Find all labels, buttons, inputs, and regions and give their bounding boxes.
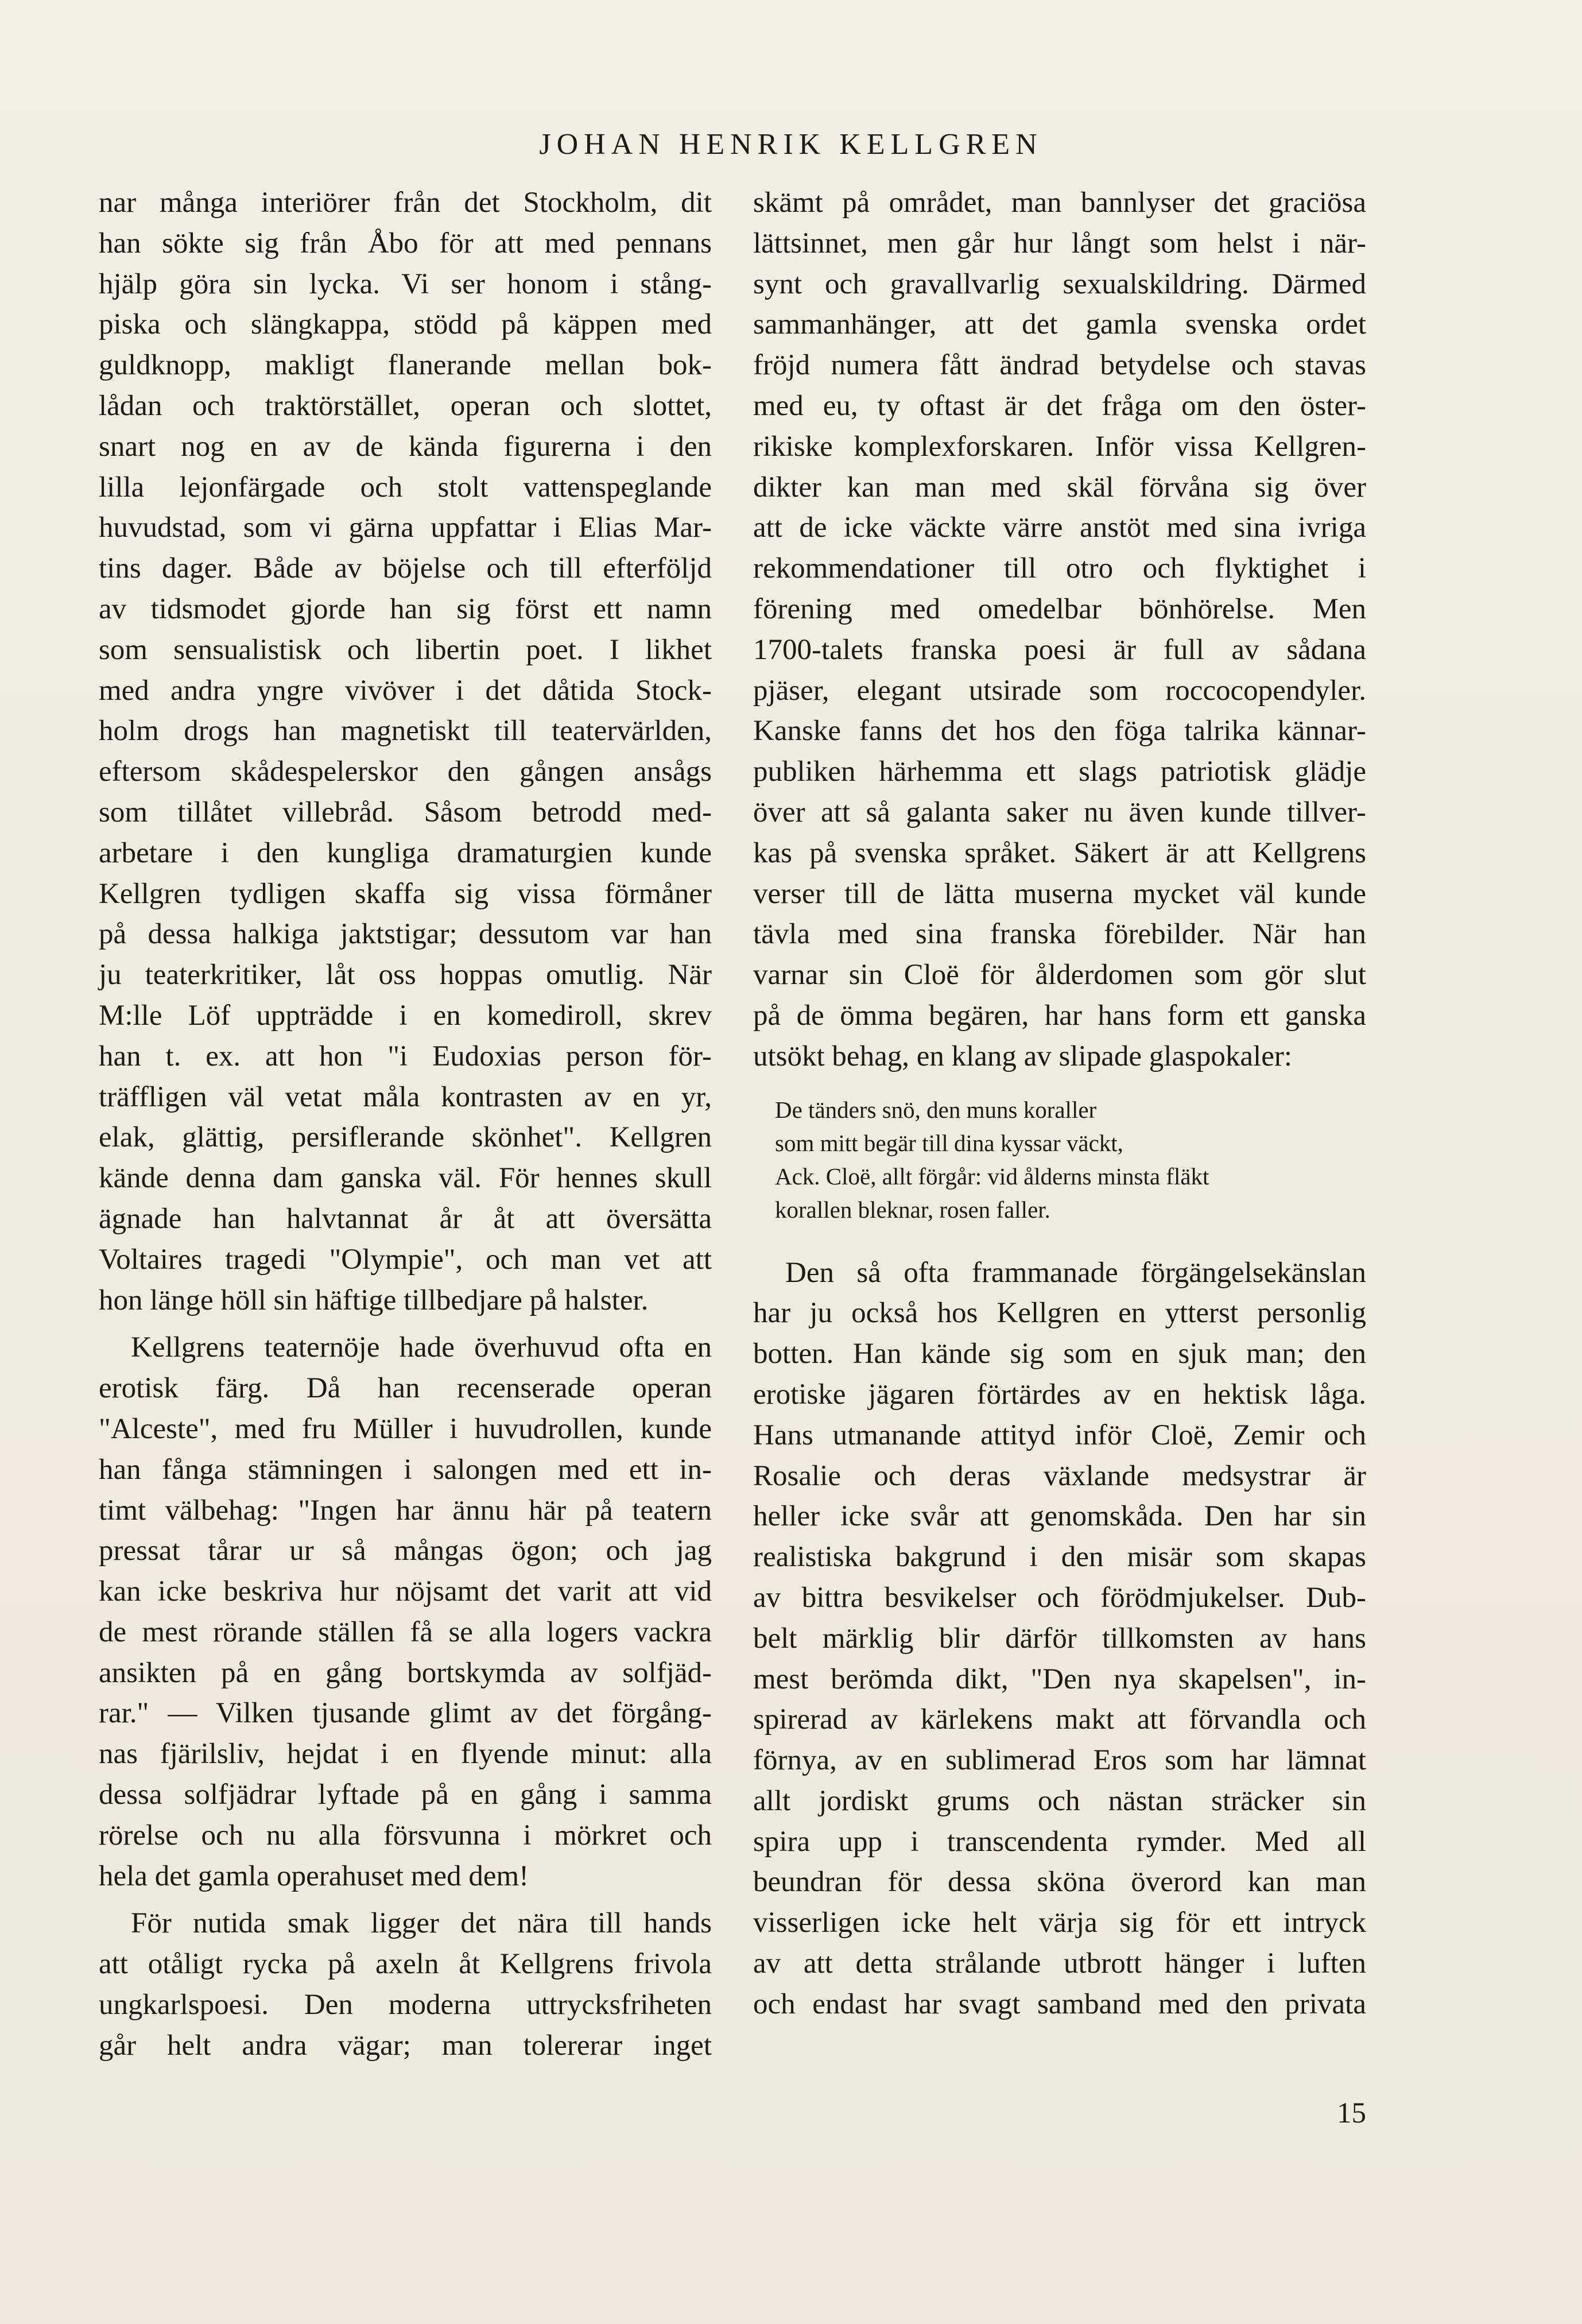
text-line: synt och gravallvarlig sexualskildring. Därmed: [753, 268, 1366, 300]
right-text-column: [753, 183, 1366, 2025]
text-line: lilla lejonfärgade och stolt vattenspeglande: [99, 471, 712, 503]
left-text-column: [99, 183, 712, 2066]
paragraph: [99, 183, 712, 1320]
text-line: Voltaires tragedi "Olympie", och man vet att: [99, 1243, 712, 1276]
text-line: tins dager. Både av böjelse och till efterföljd: [99, 552, 712, 585]
text-line: mest berömda dikt, "Den nya skapelsen", in-: [753, 1663, 1366, 1695]
text-line: och endast har svagt samband med den privata: [753, 1988, 1366, 2020]
text-line: av att detta strålande utbrott hänger i luften: [753, 1947, 1366, 1980]
text-line: ansikten på en gång bortskymda av solfjäd-: [99, 1656, 712, 1689]
text-line: arbetare i den kungliga dramaturgien kunde: [99, 836, 712, 869]
text-line: beundran för dessa sköna överord kan man: [753, 1866, 1366, 1899]
text-line: guldknopp, makligt flanerande mellan bok-: [99, 349, 712, 382]
text-line: ägnade han halvtannat år åt att översätta: [99, 1202, 712, 1235]
poem-line: korallen bleknar, rosen faller.: [775, 1196, 1050, 1223]
text-line: snart nog en av de kända figurerna i den: [99, 430, 712, 463]
text-line: spirerad av kärlekens makt att förvandla och: [753, 1703, 1366, 1736]
text-line: på dessa halkiga jaktstigar; dessutom var han: [99, 918, 712, 951]
text-line: sammanhänger, att det gamla svenska ordet: [753, 308, 1366, 341]
running-header: JOHAN HENRIK KELLGREN: [539, 128, 1043, 161]
text-line: visserligen icke helt värja sig för ett intryck: [753, 1907, 1366, 1939]
paragraph: [99, 1896, 712, 2066]
poem-quote: [753, 1093, 1366, 1226]
text-line: hela det gamla operahuset med dem!: [99, 1860, 529, 1892]
text-line: lättsinnet, men går hur långt som helst i när-: [753, 227, 1366, 259]
text-line: spira upp i transcendenta rymder. Med all: [753, 1825, 1366, 1858]
text-line: timt välbehag: "Ingen har ännu här på teatern: [99, 1494, 712, 1527]
page-number: 15: [1337, 2097, 1366, 2129]
poem-line: som mitt begär till dina kyssar väckt,: [775, 1129, 1123, 1156]
text-line: med eu, ty oftast är det fråga om den öster-: [753, 389, 1366, 422]
text-line: huvudstad, som vi gärna uppfattar i Elias Mar-: [99, 512, 712, 544]
text-line: Hans utmanande attityd inför Cloë, Zemir och: [753, 1419, 1366, 1451]
text-line: förnya, av en sublimerad Eros som har lämnat: [753, 1744, 1366, 1777]
text-line: över att så galanta saker nu även kunde tillver-: [753, 796, 1366, 828]
poem-line: Ack. Cloë, allt förgår: vid ålderns minsta fläkt: [775, 1163, 1209, 1190]
text-line: han sökte sig från Åbo för att med pennans: [99, 227, 712, 259]
text-line: fröjd numera fått ändrad betydelse och stavas: [753, 349, 1366, 382]
text-line: Rosalie och deras växlande medsystrar är: [753, 1459, 1366, 1492]
paragraph: [753, 183, 1366, 1077]
text-line: rekommendationer till otro och flyktighet i: [753, 552, 1366, 585]
text-line: heller icke svår att genomskåda. Den har sin: [753, 1500, 1366, 1533]
text-line: 1700-talets franska poesi är full av sådana: [753, 633, 1366, 666]
text-line: rikiske komplexforskaren. Inför vissa Kellgren-: [753, 430, 1366, 463]
text-line: ungkarlspoesi. Den moderna uttrycksfriheten: [99, 1989, 712, 2021]
text-line: som tillåtet villebråd. Såsom betrodd med-: [99, 796, 712, 828]
text-line: han fånga stämningen i salongen med ett in-: [99, 1453, 712, 1486]
text-line: verser till de lätta muserna mycket väl kunde: [753, 877, 1366, 910]
text-line: Den så ofta frammanade förgängelsekänslan: [785, 1256, 1366, 1289]
text-line: hon länge höll sin häftige tillbedjare på halster.: [99, 1284, 649, 1316]
text-line: lådan och traktörstället, operan och slottet,: [99, 389, 712, 422]
text-line: För nutida smak ligger det nära till hands: [131, 1907, 712, 1940]
text-line: nar många interiörer från det Stockholm, dit: [99, 187, 712, 219]
text-line: som sensualistisk och libertin poet. I likhet: [99, 633, 712, 666]
text-line: med andra yngre vivöver i det dåtida Stock-: [99, 674, 712, 707]
text-line: Kanske fanns det hos den föga talrika kännar-: [753, 715, 1366, 747]
text-line: "Alceste", med fru Müller i huvudrollen, kunde: [99, 1412, 712, 1445]
text-line: rörelse och nu alla försvunna i mörkret och: [99, 1819, 712, 1852]
text-line: realistiska bakgrund i den misär som skapas: [753, 1541, 1366, 1574]
text-line: dikter kan man med skäl förvåna sig över: [753, 471, 1366, 503]
text-line: de mest rörande ställen få se alla logers vackra: [99, 1616, 712, 1648]
text-line: eftersom skådespelerskor den gången ansågs: [99, 756, 712, 788]
text-line: av tidsmodet gjorde han sig först ett namn: [99, 592, 712, 625]
text-line: pjäser, elegant utsirade som roccocopendyler.: [753, 674, 1366, 707]
text-line: ju teaterkritiker, låt oss hoppas omutlig. När: [99, 959, 712, 991]
text-line: publiken härhemma ett slags patriotisk glädje: [753, 756, 1366, 788]
text-line: erotisk färg. Då han recenserade operan: [99, 1372, 712, 1405]
text-line: går helt andra vägar; man tolererar inget: [99, 2029, 712, 2062]
text-line: skämt på området, man bannlyser det graciösa: [753, 187, 1366, 219]
text-line: belt märklig blir därför tillkomsten av hans: [753, 1622, 1366, 1655]
text-line: av bittra besvikelser och förödmjukelser. Dub-: [753, 1581, 1366, 1614]
text-line: elak, glättig, persiflerande skönhet". Kellgren: [99, 1121, 712, 1154]
text-line: tävla med sina franska förebilder. När han: [753, 918, 1366, 951]
text-line: utsökt behag, en klang av slipade glaspokaler:: [753, 1040, 1292, 1072]
text-line: erotiske jägaren förtärdes av en hektisk låga.: [753, 1378, 1366, 1411]
text-line: kas på svenska språket. Säkert är att Kellgrens: [753, 836, 1366, 869]
text-line: han t. ex. att hon "i Eudoxias person för-: [99, 1040, 712, 1072]
text-line: nas fjärilsliv, hejdat i en flyende minut: alla: [99, 1738, 712, 1771]
text-line: på de ömma begären, har hans form ett ganska: [753, 999, 1366, 1032]
text-line: pressat tårar ur så mångas ögon; och jag: [99, 1535, 712, 1567]
text-line: att otåligt rycka på axeln åt Kellgrens frivola: [99, 1948, 712, 1981]
text-line: piska och slängkappa, stödd på käppen med: [99, 308, 712, 341]
text-line: att de icke väckte värre anstöt med sina ivriga: [753, 512, 1366, 544]
paragraph: [99, 1320, 712, 1896]
text-line: holm drogs han magnetiskt till teatervärlden,: [99, 715, 712, 747]
poem-line: De tänders snö, den muns koraller: [775, 1096, 1097, 1123]
text-line: träffligen väl vetat måla kontrasten av en yr,: [99, 1080, 712, 1113]
text-line: allt jordiskt grums och nästan sträcker sin: [753, 1784, 1366, 1817]
text-line: Kellgren tydligen skaffa sig vissa förmåner: [99, 877, 712, 910]
text-line: förening med omedelbar bönhörelse. Men: [753, 592, 1366, 625]
text-line: rar." — Vilken tjusande glimt av det förgång-: [99, 1697, 712, 1730]
text-line: Kellgrens teaternöje hade överhuvud ofta en: [131, 1331, 712, 1364]
text-line: botten. Han kände sig som en sjuk man; den: [753, 1338, 1366, 1370]
paragraph: [753, 1253, 1366, 2025]
text-line: har ju också hos Kellgren en ytterst personlig: [753, 1297, 1366, 1330]
text-line: hjälp göra sin lycka. Vi ser honom i stång-: [99, 268, 712, 300]
text-line: dessa solfjädrar lyftade på en gång i samma: [99, 1779, 712, 1811]
text-line: kan icke beskriva hur nöjsamt det varit att vid: [99, 1575, 712, 1608]
text-line: varnar sin Cloë för ålderdomen som gör slut: [753, 959, 1366, 991]
text-line: kände denna dam ganska väl. För hennes skull: [99, 1162, 712, 1195]
text-line: M:lle Löf uppträdde i en komediroll, skrev: [99, 999, 712, 1032]
